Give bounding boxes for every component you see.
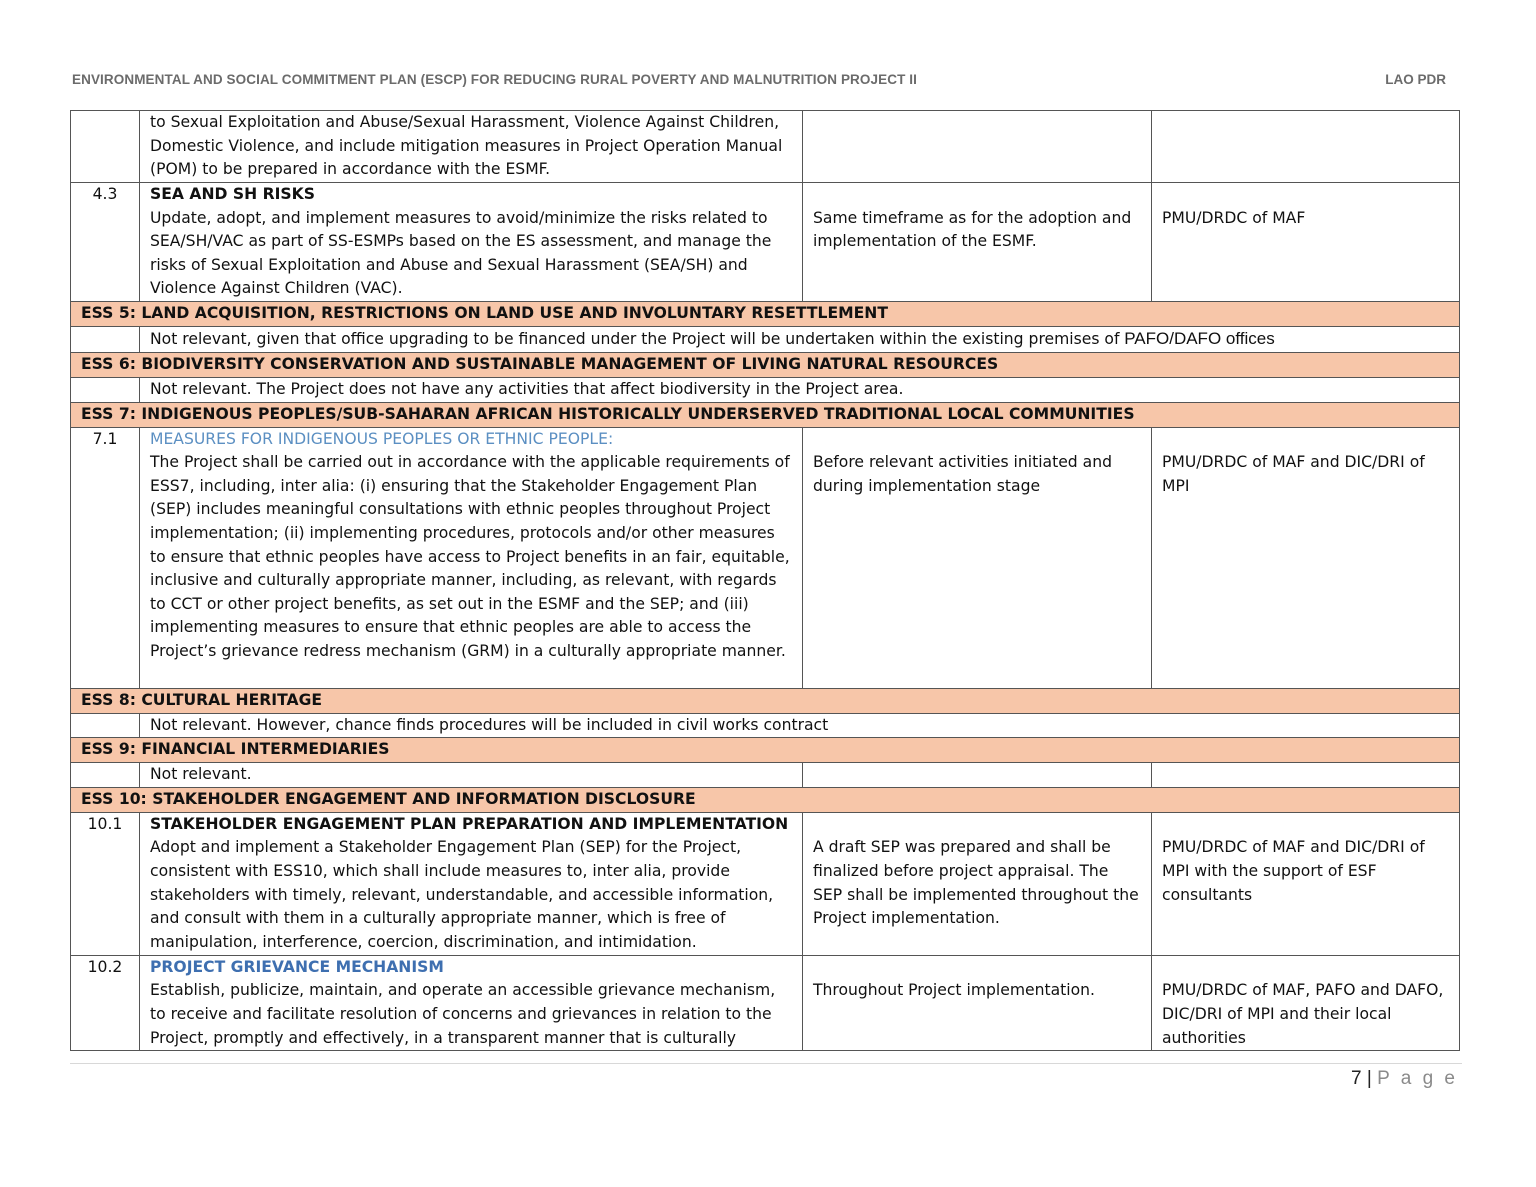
measure-text: Update, adopt, and implement measures to avoid/minimize the risks related to SEA/SH/VAC as part of SS-ESMPs based on the ES assessment, and manage the risks of Sexual Exploitation and Abuse and Sexual Harassment (SEA/SH) and Violence Against Children (VAC). [150, 208, 772, 298]
timeframe-cell [803, 955, 1152, 1050]
page-number: 7 [1351, 1068, 1362, 1089]
measure-cell [140, 713, 1460, 738]
measure-cell [140, 955, 803, 1050]
measure-text: The Project shall be carried out in accordance with the applicable requirements of ESS7, including, inter alia: (i) ensuring that the Stakeholder Engagement Plan (SEP) includes meaningful consultations with ethnic peoples throughout Project implementation; (ii) implementing procedures, protocols and/or other measures to ensure that ethnic peoples have access to Project benefits in an fair, equitable, inclusive and culturally appropriate manner, including, as relevant, with regards to CCT or other project benefits, as set out in the ESMF and the SEP; and (iii) implementing measures to ensure that ethnic peoples are able to access the Project’s grievance redress mechanism (GRM) in a culturally appropriate manner. [150, 453, 790, 660]
section-heading-ess7: ESS 7: INDIGENOUS PEOPLES/SUB-SAHARAN AFRICAN HISTORICALLY UNDERSERVED TRADITIONAL LOCAL COMMUNITIES [71, 402, 1460, 427]
responsibility-cell [1152, 111, 1460, 183]
timeframe-text: Throughout Project implementation. [813, 981, 1095, 1000]
responsibility-cell [1152, 427, 1460, 688]
responsibility-text: PMU/DRDC of MAF, PAFO and DAFO, DIC/DRI of MPI and their local authorities [1162, 981, 1444, 1047]
escp-table [70, 110, 1460, 1051]
section-header-row [71, 402, 1460, 427]
timeframe-cell [803, 183, 1152, 302]
row-number: 10.2 [71, 955, 140, 1050]
table-row [71, 111, 1460, 183]
row-number-cell [71, 327, 140, 353]
responsibility-text: PMU/DRDC of MAF and DIC/DRI of MPI [1162, 453, 1425, 495]
measure-text: Adopt and implement a Stakeholder Engagement Plan (SEP) for the Project, consistent with ESS10, which shall include measures to, inter alia, provide stakeholders with timely, relevant, understandable, and accessible information, and consult with them in a culturally appropriate manner, which is free of manipulation, interference, coercion, discrimination, and intimidation. [150, 838, 774, 951]
responsibility-cell [1152, 812, 1460, 955]
section-header-row [71, 787, 1460, 812]
measure-text: Establish, publicize, maintain, and operate an accessible grievance mechanism, to receive and facilitate resolution of concerns and grievances in relation to the Project, promptly and effectively, in a transparent manner that is culturally [150, 981, 776, 1047]
section-header-row [71, 738, 1460, 763]
responsibility-text: PMU/DRDC of MAF [1162, 208, 1306, 227]
row-number: 4.3 [71, 183, 140, 302]
section-heading-ess5: ESS 5: LAND ACQUISITION, RESTRICTIONS ON LAND USE AND INVOLUNTARY RESETTLEMENT [71, 302, 1460, 327]
measure-text: Not relevant. [150, 765, 252, 784]
timeframe-cell [803, 111, 1152, 183]
measure-cell [140, 812, 803, 955]
table-row [71, 763, 1460, 788]
responsibility-text: PMU/DRDC of MAF and DIC/DRI of MPI with the support of ESF consultants [1162, 838, 1425, 904]
measure-cell [140, 763, 803, 788]
timeframe-text: A draft SEP was prepared and shall be finalized before project appraisal. The SEP shall be implemented throughout the Project implementation. [813, 838, 1139, 928]
section-heading-ess8: ESS 8: CULTURAL HERITAGE [71, 688, 1460, 713]
table-row [71, 327, 1460, 353]
timeframe-cell [803, 812, 1152, 955]
measure-cell [140, 427, 803, 688]
section-header-row [71, 353, 1460, 378]
footer-divider [70, 1063, 1462, 1064]
row-number-cell [71, 111, 140, 183]
measure-title: MEASURES FOR INDIGENOUS PEOPLES OR ETHNIC PEOPLE: [150, 429, 614, 448]
table-row [71, 183, 1460, 302]
measure-title: SEA AND SH RISKS [150, 185, 315, 203]
measure-text-tail: PAFO/DAFO offices [1119, 329, 1275, 348]
timeframe-text: Before relevant activities initiated and during implementation stage [813, 453, 1112, 495]
page-label: P a g e [1377, 1068, 1458, 1089]
measure-cell [140, 378, 1460, 403]
row-number-cell [71, 763, 140, 788]
section-header-row [71, 302, 1460, 327]
table-row [71, 378, 1460, 403]
page-separator: | [1366, 1068, 1372, 1089]
responsibility-cell [1152, 183, 1460, 302]
timeframe-cell [803, 427, 1152, 688]
table-row [71, 713, 1460, 738]
table-row [71, 427, 1460, 688]
section-header-row [71, 688, 1460, 713]
measure-text: to Sexual Exploitation and Abuse/Sexual Harassment, Violence Against Children, Domestic Violence, and include mitigation measures in Project Operation Manual (POM) to be prepared in accordance with the ESMF. [150, 113, 783, 179]
measure-text: Not relevant. The Project does not have any activities that affect biodiversity in the Project area. [150, 380, 904, 398]
page-footer [1351, 1068, 1458, 1090]
row-number-cell [71, 713, 140, 738]
row-number: 10.1 [71, 812, 140, 955]
measure-cell [140, 183, 803, 302]
measure-title: STAKEHOLDER ENGAGEMENT PLAN PREPARATION AND IMPLEMENTATION [150, 814, 789, 833]
responsibility-cell [1152, 763, 1460, 788]
measure-text: Not relevant, given that office upgrading to be financed under the Project will be undertaken within the existing premises of [150, 330, 1120, 348]
row-number-cell [71, 378, 140, 403]
table-row [71, 812, 1460, 955]
timeframe-cell [803, 763, 1152, 788]
section-heading-ess6: ESS 6: BIODIVERSITY CONSERVATION AND SUSTAINABLE MANAGEMENT OF LIVING NATURAL RESOURCES [71, 353, 1460, 378]
measure-cell [140, 327, 1460, 353]
row-number: 7.1 [71, 427, 140, 688]
table-row [71, 955, 1460, 1050]
measure-cell [140, 111, 803, 183]
page-header [72, 72, 1446, 92]
document-title: ENVIRONMENTAL AND SOCIAL COMMITMENT PLAN (ESCP) FOR REDUCING RURAL POVERTY AND MALNUTRITION PROJECT II [72, 72, 917, 87]
section-heading-ess10: ESS 10: STAKEHOLDER ENGAGEMENT AND INFORMATION DISCLOSURE [71, 787, 1460, 812]
timeframe-text: Same timeframe as for the adoption and implementation of the ESMF. [813, 208, 1132, 251]
country-label: LAO PDR [1385, 72, 1446, 87]
section-heading-ess9: ESS 9: FINANCIAL INTERMEDIARIES [71, 738, 1460, 763]
responsibility-cell [1152, 955, 1460, 1050]
measure-text: Not relevant. However, chance finds procedures will be included in civil works contract [150, 715, 829, 734]
measure-title: PROJECT GRIEVANCE MECHANISM [150, 957, 444, 976]
